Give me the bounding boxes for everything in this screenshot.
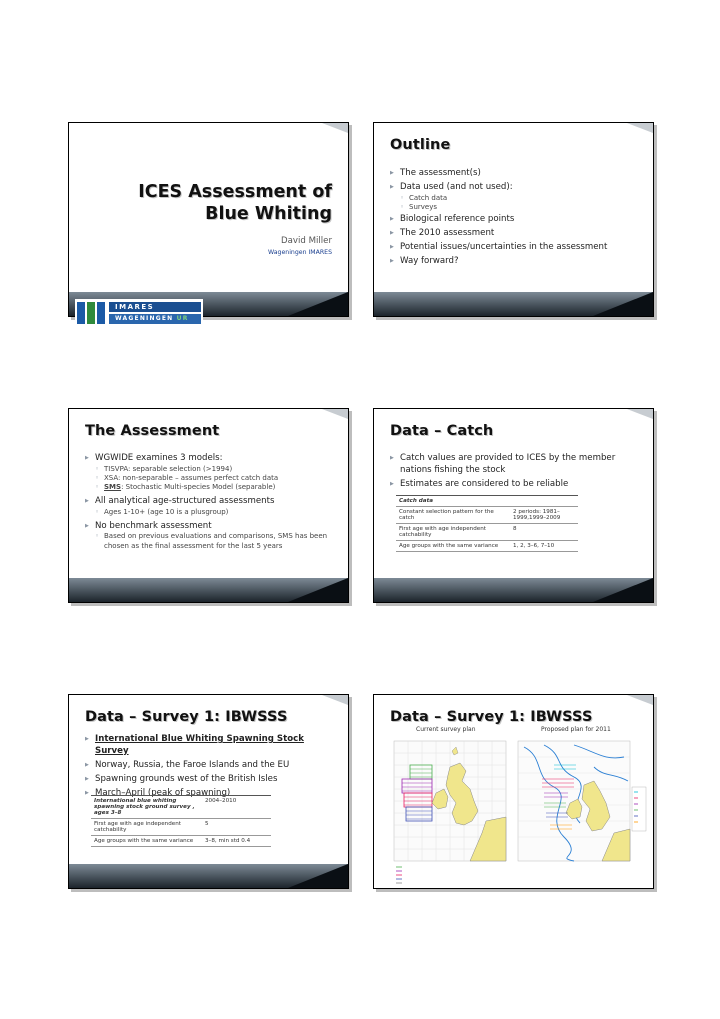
list-item bbox=[85, 453, 335, 492]
slide-title: The Assessment bbox=[85, 423, 220, 439]
sub-item: ◦ Based on previous evaluations and comparisons, SMS has been chosen as the final assessment for the last 5 years bbox=[95, 532, 335, 550]
sub-list bbox=[95, 465, 335, 493]
sub-item: ◦ XSA: non-separable – assumes perfect catch data bbox=[95, 474, 335, 483]
logo-text-imares: IMARES bbox=[115, 303, 155, 311]
list-item-text: Data used (and not used): bbox=[400, 182, 513, 192]
slide-footer-bar bbox=[69, 864, 348, 888]
table-header: Catch data bbox=[396, 496, 578, 507]
survey-list bbox=[85, 734, 335, 802]
corner-decoration bbox=[627, 695, 653, 705]
list-item: ▶ March–April (peak of spawning) bbox=[85, 788, 335, 800]
list-item bbox=[85, 496, 335, 517]
table-row bbox=[91, 819, 271, 836]
slide-footer-bar bbox=[374, 292, 653, 316]
catch-list bbox=[390, 453, 635, 493]
table-cell-value: 8 bbox=[510, 524, 578, 541]
sub-list bbox=[95, 532, 335, 550]
current-survey-map bbox=[386, 737, 510, 887]
sub-item bbox=[95, 483, 335, 492]
corner-decoration bbox=[627, 409, 653, 419]
list-item: ▶ Spawning grounds west of the British Isles bbox=[85, 774, 335, 786]
list-item: ▶ Biological reference points bbox=[390, 214, 630, 226]
slide-footer-bar bbox=[374, 578, 653, 602]
author-name: David Miller bbox=[281, 236, 332, 246]
table-cell-value: 3–8, min std 0.4 bbox=[202, 836, 271, 847]
list-item: ▶ Estimates are considered to be reliable bbox=[390, 479, 635, 491]
list-item: ▶ Norway, Russia, the Faroe Islands and the EU bbox=[85, 760, 335, 772]
table-cell-key: International blue whiting spawning stock ground survey , ages 3–8 bbox=[91, 796, 202, 819]
slide-outline bbox=[373, 122, 654, 317]
logo-text-wageningen: WAGENINGEN bbox=[115, 315, 174, 322]
table-cell-value: 5 bbox=[202, 819, 271, 836]
table-cell-key: Constant selection pattern for the catch bbox=[396, 507, 510, 524]
slide-survey-info bbox=[68, 694, 349, 889]
corner-decoration bbox=[322, 695, 348, 705]
assessment-list bbox=[85, 453, 335, 553]
table-row bbox=[91, 836, 271, 847]
slide-survey-maps bbox=[373, 694, 654, 889]
table-row bbox=[396, 507, 578, 524]
title-line-1: ICES Assessment of bbox=[138, 182, 332, 202]
presentation-title bbox=[138, 181, 332, 225]
survey-data-table bbox=[91, 795, 271, 847]
current-survey-map-image bbox=[386, 737, 510, 887]
sub-item: ◦ Ages 1-10+ (age 10 is a plusgroup) bbox=[95, 508, 335, 517]
sub-list bbox=[95, 508, 335, 517]
slide-data-catch bbox=[373, 408, 654, 603]
list-item-text: No benchmark assessment bbox=[95, 520, 212, 531]
sub-item: ◦ Surveys bbox=[400, 203, 630, 212]
table-row bbox=[91, 796, 271, 819]
list-item: ▶ Potential issues/uncertainties in the assessment bbox=[390, 242, 630, 254]
map-label-proposed: Proposed plan for 2011 bbox=[541, 726, 611, 733]
sms-description: : Stochastic Multi-species Model (separable) bbox=[121, 482, 276, 491]
list-item-text: WGWIDE examines 3 models: bbox=[95, 453, 223, 463]
slide-title: Data – Survey 1: IBWSSS bbox=[85, 709, 288, 725]
title-line-2: Blue Whiting bbox=[205, 204, 332, 224]
list-item-text: All analytical age-structured assessments bbox=[95, 496, 275, 507]
list-item: ▶ Way forward? bbox=[390, 256, 630, 268]
table-row bbox=[396, 524, 578, 541]
slide-title: Outline bbox=[390, 137, 451, 153]
imares-logo bbox=[75, 299, 203, 327]
corner-decoration bbox=[322, 123, 348, 133]
sub-item: ◦ TISVPA: separable selection (>1994) bbox=[95, 465, 335, 474]
slide-title: Data – Survey 1: IBWSSS bbox=[390, 709, 593, 725]
sms-label: SMS bbox=[104, 482, 122, 491]
list-item: ▶ The 2010 assessment bbox=[390, 228, 630, 240]
slide-assessment bbox=[68, 408, 349, 603]
proposed-survey-map-image bbox=[514, 737, 648, 887]
sub-item: ◦ Catch data bbox=[400, 194, 630, 203]
catch-data-table bbox=[396, 495, 578, 552]
table-cell-value: 1, 2, 3–6, 7–10 bbox=[510, 541, 578, 552]
organization-name: Wageningen IMARES bbox=[268, 249, 332, 256]
corner-decoration bbox=[322, 409, 348, 419]
list-item bbox=[85, 734, 335, 757]
table-cell-key: Age groups with the same variance bbox=[396, 541, 510, 552]
list-item bbox=[85, 521, 335, 551]
table-cell-value: 2004–2010 bbox=[202, 796, 271, 819]
logo-text-ur: UR bbox=[176, 315, 189, 322]
list-item: ▶ The assessment(s) bbox=[390, 168, 630, 180]
slide-title bbox=[68, 122, 349, 322]
table-cell-key: Age groups with the same variance bbox=[91, 836, 202, 847]
sub-list bbox=[400, 194, 630, 212]
table-cell-key: First age with age independent catchability bbox=[91, 819, 202, 836]
slide-footer-bar bbox=[69, 578, 348, 602]
list-item bbox=[390, 182, 630, 212]
outline-list bbox=[390, 168, 630, 270]
table-cell-key: First age with age independent catchability bbox=[396, 524, 510, 541]
corner-decoration bbox=[627, 123, 653, 133]
map-label-current: Current survey plan bbox=[416, 726, 476, 733]
table-cell-value: 2 periods: 1981–1999,1999–2009 bbox=[510, 507, 578, 524]
proposed-survey-map bbox=[514, 737, 648, 887]
table-row bbox=[396, 541, 578, 552]
slide-title: Data – Catch bbox=[390, 423, 494, 439]
list-item: ▶ Catch values are provided to ICES by the member nations fishing the stock bbox=[390, 453, 635, 476]
survey-full-name: International Blue Whiting Spawning Stock Survey bbox=[95, 734, 304, 756]
